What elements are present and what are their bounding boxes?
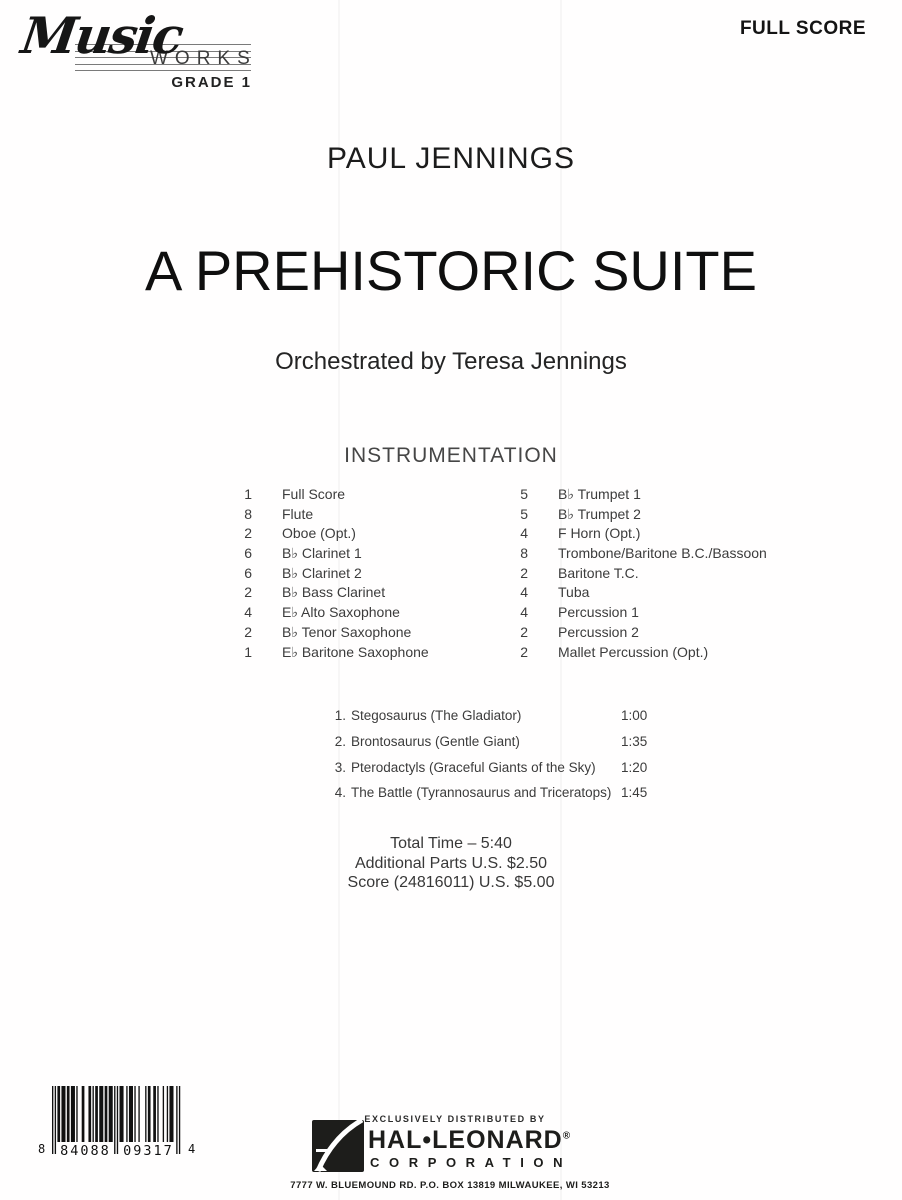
instrumentation-row xyxy=(512,525,812,545)
hal-leonard-logo-icon xyxy=(312,1120,364,1172)
instrument-name: Flute xyxy=(282,505,314,522)
instrumentation-row xyxy=(236,604,506,624)
barcode-digit-last: 4 xyxy=(188,1142,196,1156)
instrument-name: Oboe (Opt.) xyxy=(282,525,356,542)
movement-duration: 1:00 xyxy=(621,708,648,723)
instrument-name: Trombone/Baritone B.C./Bassoon xyxy=(558,545,767,562)
instrumentation-heading: INSTRUMENTATION xyxy=(344,444,558,467)
distribution-note: EXCLUSIVELY DISTRIBUTED BY xyxy=(364,1114,546,1124)
instrument-name: B♭ Bass Clarinet xyxy=(282,584,386,601)
distributor-address: 7777 W. BLUEMOUND RD. P.O. BOX 13819 MILWAUKEE, WI 53213 xyxy=(290,1180,610,1191)
instrument-quantity: 4 xyxy=(520,525,528,542)
instrumentation-row xyxy=(236,506,506,526)
instrumentation-row xyxy=(236,486,506,506)
instrument-quantity: 1 xyxy=(244,486,252,502)
movement-row xyxy=(330,785,670,811)
corporation-label: CORPORATION xyxy=(370,1155,573,1170)
instrumentation-row xyxy=(512,624,812,644)
hal-leonard-wordmark: HAL•LEONARD xyxy=(368,1126,563,1154)
instrument-quantity: 6 xyxy=(244,564,252,581)
instrument-name: Percussion 2 xyxy=(558,623,639,640)
instrument-name: Tuba xyxy=(558,584,590,601)
barcode-digits-right: 09317 xyxy=(123,1143,174,1159)
movement-duration: 1:20 xyxy=(621,759,648,775)
instrument-quantity: 4 xyxy=(520,604,528,621)
instrument-quantity: 6 xyxy=(244,545,252,562)
instrumentation-row xyxy=(236,545,506,565)
barcode-digits-left: 84088 xyxy=(60,1143,111,1159)
movement-row xyxy=(330,760,670,786)
instrument-name: Percussion 1 xyxy=(558,604,639,621)
instrumentation-row xyxy=(236,525,506,545)
movement-list xyxy=(330,708,670,811)
instrumentation-row xyxy=(512,604,812,624)
instrument-name: B♭ Trumpet 1 xyxy=(558,486,641,502)
score-price: Score (24816011) U.S. $5.00 xyxy=(347,874,555,891)
instrumentation-column-left xyxy=(236,486,506,663)
instrument-quantity: 8 xyxy=(244,505,252,522)
musicworks-logo xyxy=(17,6,257,98)
instrument-quantity: 5 xyxy=(520,505,528,522)
movement-title: The Battle (Tyrannosaurus and Triceratops) xyxy=(351,785,612,801)
instrument-name: B♭ Tenor Saxophone xyxy=(282,623,412,640)
instrumentation-row xyxy=(236,584,506,604)
instrument-name: E♭ Baritone Saxophone xyxy=(282,643,429,660)
movement-number: 1. xyxy=(334,708,346,723)
instrument-quantity: 2 xyxy=(244,584,252,601)
movement-row xyxy=(330,734,670,760)
movement-number: 2. xyxy=(334,733,346,749)
instrumentation-row xyxy=(512,506,812,526)
page-title: A PREHISTORIC SUITE xyxy=(145,239,757,302)
movement-title: Brontosaurus (Gentle Giant) xyxy=(351,733,520,749)
instrumentation-row xyxy=(512,644,812,664)
movement-number: 4. xyxy=(334,785,346,801)
registered-mark: ® xyxy=(562,1130,571,1142)
instrument-quantity: 1 xyxy=(244,643,252,660)
instrument-name: B♭ Clarinet 1 xyxy=(282,545,362,562)
instrument-quantity: 2 xyxy=(520,564,528,581)
instrument-quantity: 8 xyxy=(520,545,528,562)
instrument-quantity: 2 xyxy=(520,643,528,660)
hal-leonard-name xyxy=(368,1126,570,1155)
instrument-quantity: 5 xyxy=(520,486,528,502)
instrument-quantity: 2 xyxy=(244,525,252,542)
instrumentation-row xyxy=(236,644,506,664)
instrumentation-row xyxy=(236,565,506,585)
instrument-quantity: 2 xyxy=(520,623,528,640)
upc-barcode xyxy=(38,1086,208,1166)
grade-label: GRADE 1 xyxy=(171,74,252,91)
instrumentation-row xyxy=(512,584,812,604)
instrumentation-row xyxy=(512,545,812,565)
orchestrator-credit: Orchestrated by Teresa Jennings xyxy=(275,348,627,375)
totals-block xyxy=(251,834,651,893)
instrument-name: Mallet Percussion (Opt.) xyxy=(558,643,709,660)
instrument-name: Baritone T.C. xyxy=(558,564,639,581)
instrument-quantity: 4 xyxy=(520,584,528,601)
instrument-name: B♭ Clarinet 2 xyxy=(282,564,362,581)
barcode-digit-first: 8 xyxy=(38,1142,46,1156)
logo-music-script: Music xyxy=(17,6,186,65)
movement-duration: 1:45 xyxy=(621,785,648,801)
instrumentation-row xyxy=(512,565,812,585)
movement-title: Stegosaurus (The Gladiator) xyxy=(351,708,522,723)
instrument-name: F Horn (Opt.) xyxy=(558,525,641,542)
total-time: Total Time – 5:40 xyxy=(390,835,512,852)
instrumentation-row xyxy=(512,486,812,506)
full-score-label: FULL SCORE xyxy=(739,18,866,39)
movement-row xyxy=(330,708,670,734)
instrument-name: Full Score xyxy=(282,486,346,502)
instrument-name: B♭ Trumpet 2 xyxy=(558,505,641,522)
instrument-quantity: 4 xyxy=(244,604,252,621)
movement-title: Pterodactyls (Graceful Giants of the Sky) xyxy=(351,759,596,775)
composer-name: PAUL JENNINGS xyxy=(326,142,576,175)
movement-duration: 1:35 xyxy=(621,733,648,749)
instrument-name: E♭ Alto Saxophone xyxy=(282,604,400,621)
instrumentation-row xyxy=(236,624,506,644)
additional-parts-price: Additional Parts U.S. $2.50 xyxy=(354,854,548,872)
instrumentation-column-right xyxy=(512,486,812,663)
instrument-quantity: 2 xyxy=(244,623,252,640)
movement-number: 3. xyxy=(334,759,346,775)
logo-works-text: WORKS xyxy=(150,48,257,69)
